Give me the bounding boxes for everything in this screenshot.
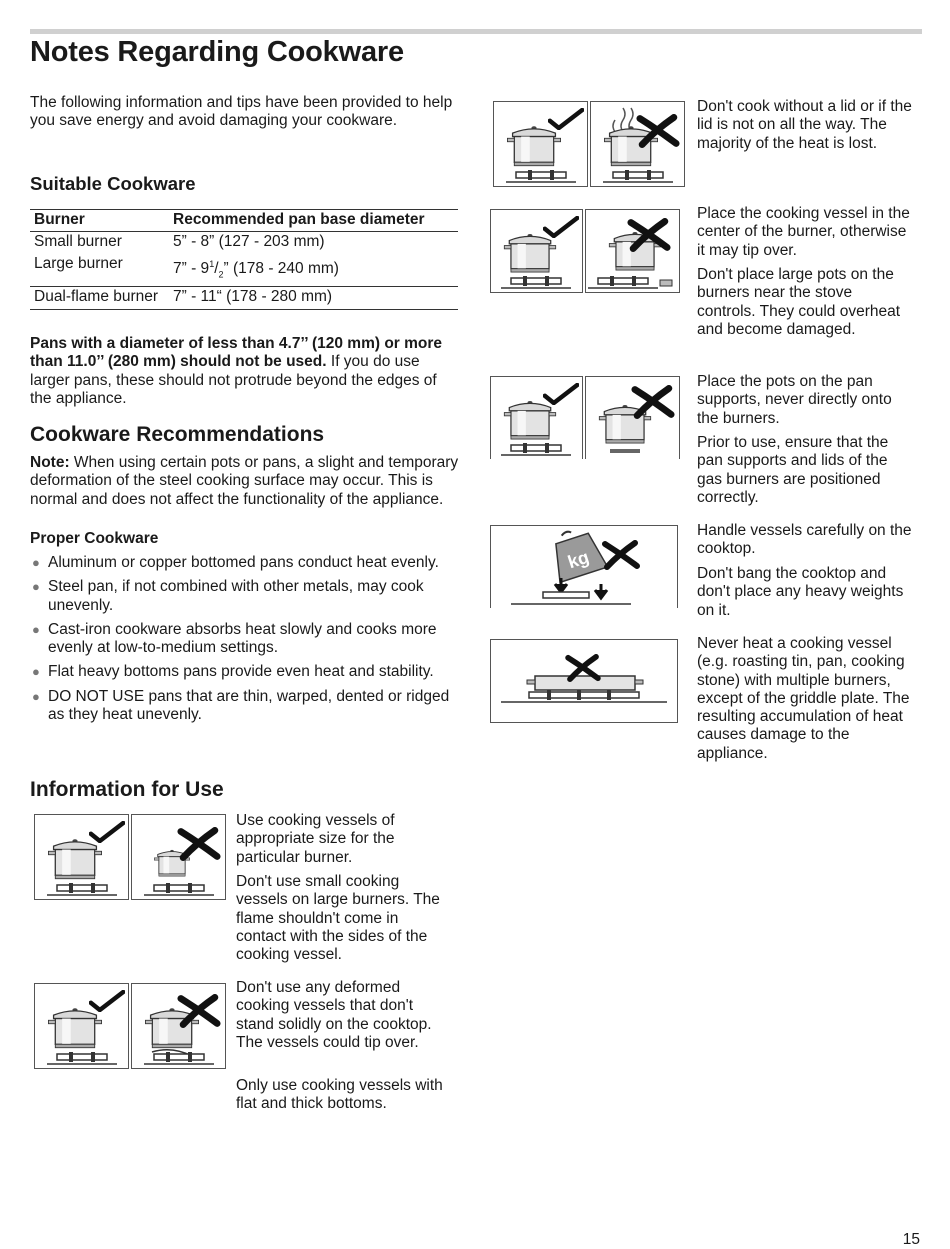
top-rule	[30, 29, 922, 34]
list-item	[30, 554, 460, 572]
pot-on-supports-illustration	[490, 376, 583, 459]
list-item-text: Steel pan, if not combined with other metals, may cook unevenly.	[48, 578, 424, 614]
info-block2-text2: Only use cooking vessels with flat and thick bottoms.	[236, 1077, 443, 1113]
pan-size-warning-rest: If you do use larger pans, these should not protrude beyond the edges of the appliance.	[30, 353, 437, 407]
heavy-weight-illustration	[490, 525, 678, 608]
pot-without-lid-illustration	[590, 101, 685, 187]
weight-label: kg	[565, 546, 592, 573]
list-item	[30, 578, 460, 615]
pot-on-burner-directly-illustration	[585, 376, 680, 459]
list-item	[30, 621, 460, 658]
pot-with-lid-illustration	[493, 101, 588, 187]
small-pot-on-large-burner-illustration	[131, 814, 226, 900]
table-header-burner: Burner	[30, 210, 169, 232]
table-cell-burner: Large burner	[30, 254, 169, 287]
intro-text: The following information and tips have been provided to help you save energy and avoid damaging your cookware.	[30, 94, 453, 130]
table-cell-burner: Dual-flame burner	[30, 287, 169, 310]
diameter-text: 7” - 9	[173, 260, 210, 278]
table-cell-diameter: 7” - 11“ (178 - 280 mm)	[169, 287, 458, 310]
page-number: 15	[902, 1231, 920, 1248]
right-block1-text: Don't cook without a lid or if the lid is not on all the way. The majority of the heat is lost.	[697, 98, 912, 152]
list-item-text: Aluminum or copper bottomed pans conduct heat evenly.	[48, 554, 439, 571]
table-header-diameter: Recommended pan base diameter	[169, 210, 458, 232]
list-item	[30, 688, 460, 725]
table-row	[30, 287, 458, 310]
bullet-icon: ●	[32, 688, 40, 704]
list-item-text: DO NOT USE pans that are thin, warped, dented or ridged as they heat unevenly.	[48, 687, 450, 724]
deformed-pot-illustration	[131, 983, 226, 1069]
table-header-row	[30, 210, 458, 232]
right-block5-text: Never heat a cooking vessel (e.g. roasting tin, pan, cooking stone) with multiple burners, except of the griddle plate. The resulting accumulation of heat causes damage to the appliance.	[697, 635, 910, 762]
note-label: Note:	[30, 454, 70, 471]
list-item-text: Cast-iron cookware absorbs heat slowly and cooks more evenly at low-to-medium settings.	[48, 620, 437, 657]
proper-cookware-heading: Proper Cookware	[30, 530, 159, 547]
note-paragraph	[30, 454, 460, 509]
info-block1-text1: Use cooking vessels of appropriate size for the particular burner.	[236, 812, 395, 866]
bullet-icon: ●	[32, 664, 40, 680]
multiple-burners-illustration	[490, 639, 678, 723]
table-cell-diameter	[169, 254, 458, 287]
fraction-denominator: 2	[218, 269, 224, 280]
page-title: Notes Regarding Cookware	[30, 36, 404, 68]
burner-table	[30, 209, 458, 310]
info-block2-text1: Don't use any deformed cooking vessels that don't stand solidly on the cooktop. The vessels could tip over.	[236, 979, 432, 1051]
proper-cookware-list	[30, 554, 460, 730]
right-block4-text1: Handle vessels carefully on the cooktop.	[697, 522, 912, 558]
fraction-numerator: 1	[209, 259, 215, 269]
note-text: When using certain pots or pans, a slight and temporary deformation of the steel cooking surface may occur. This is normal and does not affect the functionality of the appliance.	[30, 454, 459, 508]
correct-size-pot-illustration	[34, 814, 129, 900]
bullet-icon: ●	[32, 555, 40, 570]
table-row	[30, 232, 458, 255]
pan-size-warning	[30, 335, 460, 408]
info-block1-text2: Don't use small cooking vessels on large burners. The flame shouldn't come in contact with the sides of the cooking vessel.	[236, 873, 440, 964]
centered-pot-illustration	[490, 209, 583, 293]
cookware-recommendations-heading: Cookware Recommendations	[30, 423, 325, 446]
pan-size-warning-bold: Pans with a diameter of less than 4.7’’ (120 mm) or more than 11.0’’ (280 mm) should not be used.	[30, 335, 443, 371]
suitable-cookware-heading: Suitable Cookware	[30, 173, 196, 194]
list-item	[30, 663, 460, 681]
fraction-slash: /	[214, 260, 219, 278]
right-block3-text2: Prior to use, ensure that the pan supports and lids of the gas burners are positioned correctly.	[697, 434, 889, 506]
flat-bottom-pot-illustration	[34, 983, 129, 1069]
list-item-text: Flat heavy bottoms pans provide even heat and stability.	[48, 663, 434, 681]
right-block2-text2: Don't place large pots on the burners near the stove controls. They could overheat and become damaged.	[697, 266, 901, 338]
right-block2-text1: Place the cooking vessel in the center of the burner, otherwise it may tip over.	[697, 205, 910, 259]
right-block3-text1: Place the pots on the pan supports, never directly onto the burners.	[697, 373, 892, 427]
diameter-text: ” (178 - 240 mm)	[223, 260, 339, 278]
bullet-icon: ●	[32, 579, 40, 595]
table-row	[30, 254, 458, 287]
bullet-icon: ●	[32, 621, 40, 637]
information-for-use-heading: Information for Use	[30, 778, 224, 801]
table-cell-diameter: 5” - 8” (127 - 203 mm)	[173, 233, 325, 250]
right-block4-text2: Don't bang the cooktop and don't place any heavy weights on it.	[697, 565, 904, 619]
table-cell-burner: Small burner	[34, 233, 122, 250]
pot-near-controls-illustration	[585, 209, 680, 293]
